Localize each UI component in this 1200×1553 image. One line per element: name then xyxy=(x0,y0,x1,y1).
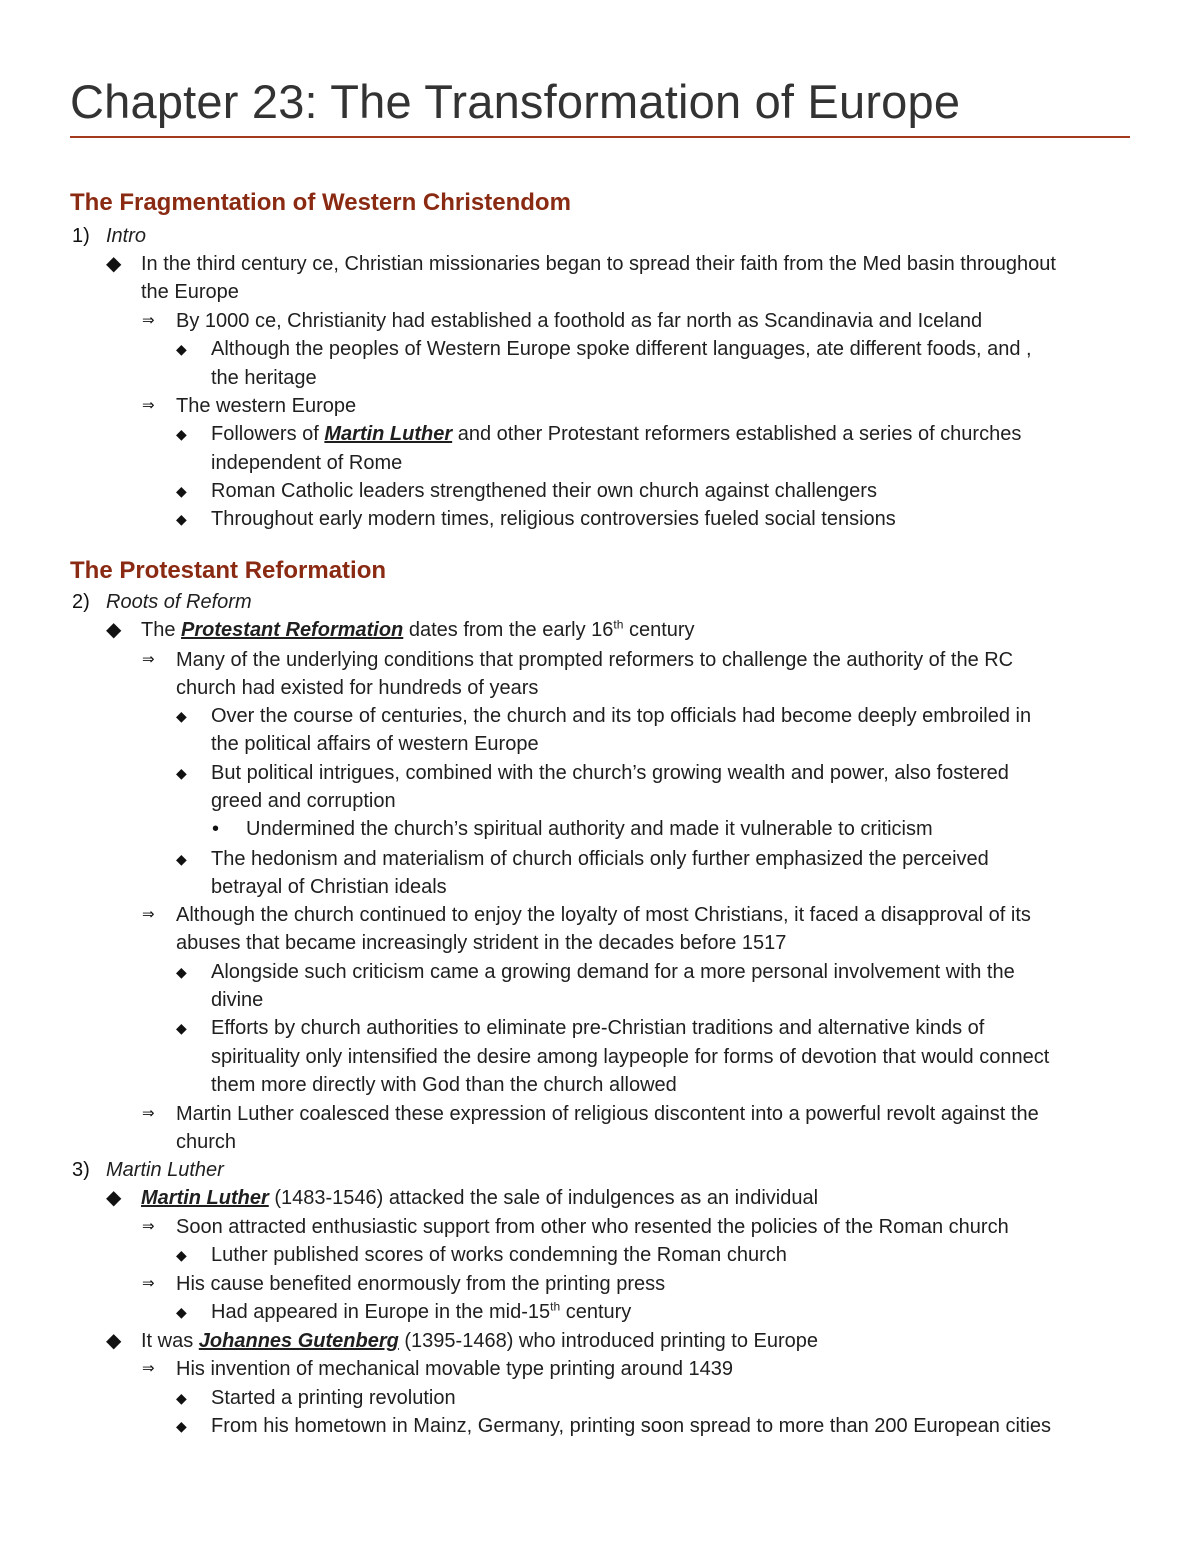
outline-line: Over the course of centuries, the church and its top officials had become deeply embroiled in xyxy=(211,705,1032,727)
outline-line: greed and corruption xyxy=(211,790,396,812)
text-run: It was xyxy=(141,1330,199,1352)
outline-line: them more directly with God than the church allowed xyxy=(211,1074,677,1096)
text-run: (1483-1546) attacked the sale of indulgences as an individual xyxy=(268,1187,819,1209)
outline-line: Started a printing revolution xyxy=(211,1387,456,1409)
outline-number: 1) xyxy=(72,225,90,247)
keyword-protestant-reformation: Protestant Reformation xyxy=(181,619,404,641)
outline-line: the Europe xyxy=(141,281,239,303)
keyword-johannes-gutenberg: Johannes Gutenberg xyxy=(198,1330,399,1352)
arrow-bullet-icon: ⇒ xyxy=(142,1275,155,1292)
outline-line: church had existed for hundreds of years xyxy=(176,677,539,699)
page-title: Chapter 23: The Transformation of Europe xyxy=(70,75,961,128)
outline-number: 3) xyxy=(72,1159,90,1181)
diamond-bullet-icon: ◆ xyxy=(176,765,187,781)
outline-title xyxy=(106,1156,224,1184)
outline-title-text: Intro xyxy=(106,225,147,247)
diamond-bullet-icon: ◆ xyxy=(176,708,187,724)
outline-line: His invention of mechanical movable type printing around 1439 xyxy=(176,1358,734,1380)
ordinal-superscript: th xyxy=(613,617,624,632)
outline-line: Undermined the church’s spiritual authority and made it vulnerable to criticism xyxy=(246,818,933,840)
arrow-bullet-icon: ⇒ xyxy=(142,312,155,329)
outline-line: From his hometown in Mainz, Germany, printing soon spread to more than 200 European cities xyxy=(211,1415,1052,1437)
outline-line: His cause benefited enormously from the printing press xyxy=(176,1273,666,1295)
outline-line: abuses that became increasingly strident in the decades before 1517 xyxy=(176,932,787,954)
title-rule xyxy=(70,136,1130,138)
diamond-bullet-icon: ◆ xyxy=(176,1390,187,1406)
text-run: century xyxy=(560,1301,632,1323)
outline-line: Soon attracted enthusiastic support from other who resented the policies of the Roman church xyxy=(176,1216,1009,1238)
outline-line xyxy=(211,1298,631,1326)
outline-line: In the third century ce, Christian missionaries began to spread their faith from the Med basin throughout xyxy=(141,253,1056,275)
diamond-bullet-icon: ◆ xyxy=(106,253,122,275)
outline-line: Although the church continued to enjoy the loyalty of most Christians, it faced a disapproval of its xyxy=(176,904,1031,926)
outline-title xyxy=(106,588,252,616)
outline-line: Roman Catholic leaders strengthened their own church against challengers xyxy=(211,480,877,502)
section-heading-reformation: The Protestant Reformation xyxy=(70,557,387,584)
diamond-bullet-icon: ◆ xyxy=(176,426,187,442)
arrow-bullet-icon: ⇒ xyxy=(142,1360,155,1377)
ordinal-superscript: th xyxy=(550,1299,561,1314)
section-heading-fragmentation: The Fragmentation of Western Christendom xyxy=(70,189,571,216)
outline-line: independent of Rome xyxy=(211,452,403,474)
outline-line xyxy=(141,1327,818,1355)
text-run: The xyxy=(141,619,182,641)
outline-line: church xyxy=(176,1131,237,1153)
outline-title xyxy=(106,222,146,250)
outline-line: Martin Luther coalesced these expression of religious discontent into a powerful revolt against the xyxy=(176,1103,1039,1125)
outline-title-text: Roots of Reform xyxy=(106,591,252,613)
outline-line: divine xyxy=(211,989,264,1011)
outline-line: betrayal of Christian ideals xyxy=(211,876,447,898)
outline-line: Alongside such criticism came a growing demand for a more personal involvement with the xyxy=(211,961,1015,983)
text-run: (1395-1468) who introduced printing to Europe xyxy=(398,1330,818,1352)
outline-number: 2) xyxy=(72,591,90,613)
outline-line: By 1000 ce, Christianity had established a foothold as far north as Scandinavia and Iceland xyxy=(176,310,983,332)
outline-line xyxy=(211,420,1021,448)
text-run: Had appeared in Europe in the mid-15 xyxy=(211,1301,551,1323)
arrow-bullet-icon: ⇒ xyxy=(142,397,155,414)
outline-line xyxy=(141,616,695,644)
text-run: dates from the early 16 xyxy=(403,619,614,641)
diamond-bullet-icon: ◆ xyxy=(176,851,187,867)
outline-line: But political intrigues, combined with the church’s growing wealth and power, also fostered xyxy=(211,762,1009,784)
outline-line: the heritage xyxy=(211,367,317,389)
outline-line: Many of the underlying conditions that prompted reformers to challenge the authority of the RC xyxy=(176,649,1014,671)
outline-line xyxy=(141,1184,818,1212)
diamond-bullet-icon: ◆ xyxy=(106,1187,122,1209)
dot-bullet-icon: • xyxy=(212,818,220,840)
diamond-bullet-icon: ◆ xyxy=(106,619,122,641)
diamond-bullet-icon: ◆ xyxy=(106,1330,122,1352)
text-run: century xyxy=(623,619,695,641)
diamond-bullet-icon: ◆ xyxy=(176,341,187,357)
diamond-bullet-icon: ◆ xyxy=(176,483,187,499)
text-run: Followers of xyxy=(211,423,325,445)
outline-line: Luther published scores of works condemning the Roman church xyxy=(211,1244,787,1266)
diamond-bullet-icon: ◆ xyxy=(176,511,187,527)
outline-line: The western Europe xyxy=(176,395,357,417)
diamond-bullet-icon: ◆ xyxy=(176,1418,187,1434)
keyword-martin-luther: Martin Luther xyxy=(141,1187,269,1209)
outline-line: Throughout early modern times, religious controversies fueled social tensions xyxy=(211,508,896,530)
arrow-bullet-icon: ⇒ xyxy=(142,651,155,668)
outline-line: spirituality only intensified the desire among laypeople for forms of devotion that would connect xyxy=(211,1046,1050,1068)
diamond-bullet-icon: ◆ xyxy=(176,964,187,980)
arrow-bullet-icon: ⇒ xyxy=(142,906,155,923)
keyword-martin-luther: Martin Luther xyxy=(324,423,453,445)
outline-line: Efforts by church authorities to eliminate pre-Christian traditions and alternative kinds of xyxy=(211,1017,985,1039)
text-run: and other Protestant reformers established a series of churches xyxy=(452,423,1022,445)
outline-line: The hedonism and materialism of church officials only further emphasized the perceived xyxy=(211,848,989,870)
diamond-bullet-icon: ◆ xyxy=(176,1020,187,1036)
diamond-bullet-icon: ◆ xyxy=(176,1247,187,1263)
diamond-bullet-icon: ◆ xyxy=(176,1304,187,1320)
arrow-bullet-icon: ⇒ xyxy=(142,1218,155,1235)
arrow-bullet-icon: ⇒ xyxy=(142,1105,155,1122)
outline-line: Although the peoples of Western Europe spoke different languages, ate different foods, and , xyxy=(211,338,1032,360)
outline-line: the political affairs of western Europe xyxy=(211,733,539,755)
outline-title-text: Martin Luther xyxy=(106,1159,224,1181)
